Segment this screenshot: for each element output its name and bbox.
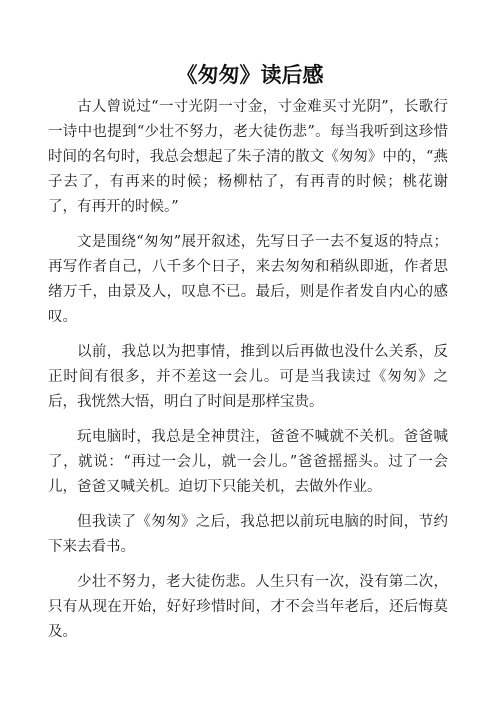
paragraph-5: 但我读了《匆匆》之后，我总把以前玩电脑的时间，节约下来去看书。 <box>48 514 448 555</box>
paragraph-4: 玩电脑时，我总是全神贯注，爸爸不喊就不关机。爸爸喊了，就说：“再过一会儿，就一会儿。”爸爸摇摇头。过了一会儿，爸爸又喊关机。迫切下只能关机，去做外作业。 <box>48 429 448 495</box>
paragraph-1: 古人曾说过“一寸光阴一寸金，寸金难买寸光阴”，长歌行一诗中也提到“少壮不努力，老大徒伤悲”。每当我听到这珍惜时间的名句时，我总会想起了朱子清的散文《匆匆》中的，“燕子去了，有再来的时候；杨柳枯了，有再青的时候；桃花谢了，有再开的时候。” <box>48 99 448 215</box>
paragraph-2: 文是围绕“匆匆”展开叙述，先写日子一去不复返的特点；再写作者自己，八千多个日子，来去匆匆和稍纵即逝，作者思绪万千，由景及人，叹息不已。最后，则是作者发自内心的感叹。 <box>48 234 448 325</box>
essay-body <box>48 95 448 645</box>
page-title: 《匆匆》读后感 <box>176 62 324 87</box>
paragraph-3: 以前，我总以为把事情，推到以后再做也没什么关系，反正时间有很多，并不差这一会儿。可是当我读过《匆匆》之后，我恍然大悟，明白了时间是那样宝贵。 <box>48 344 448 410</box>
paragraph-6: 少壮不努力，老大徒伤悲。人生只有一次，没有第二次，只有从现在开始，好好珍惜时间，才不会当年老后，还后悔莫及。 <box>48 574 448 640</box>
